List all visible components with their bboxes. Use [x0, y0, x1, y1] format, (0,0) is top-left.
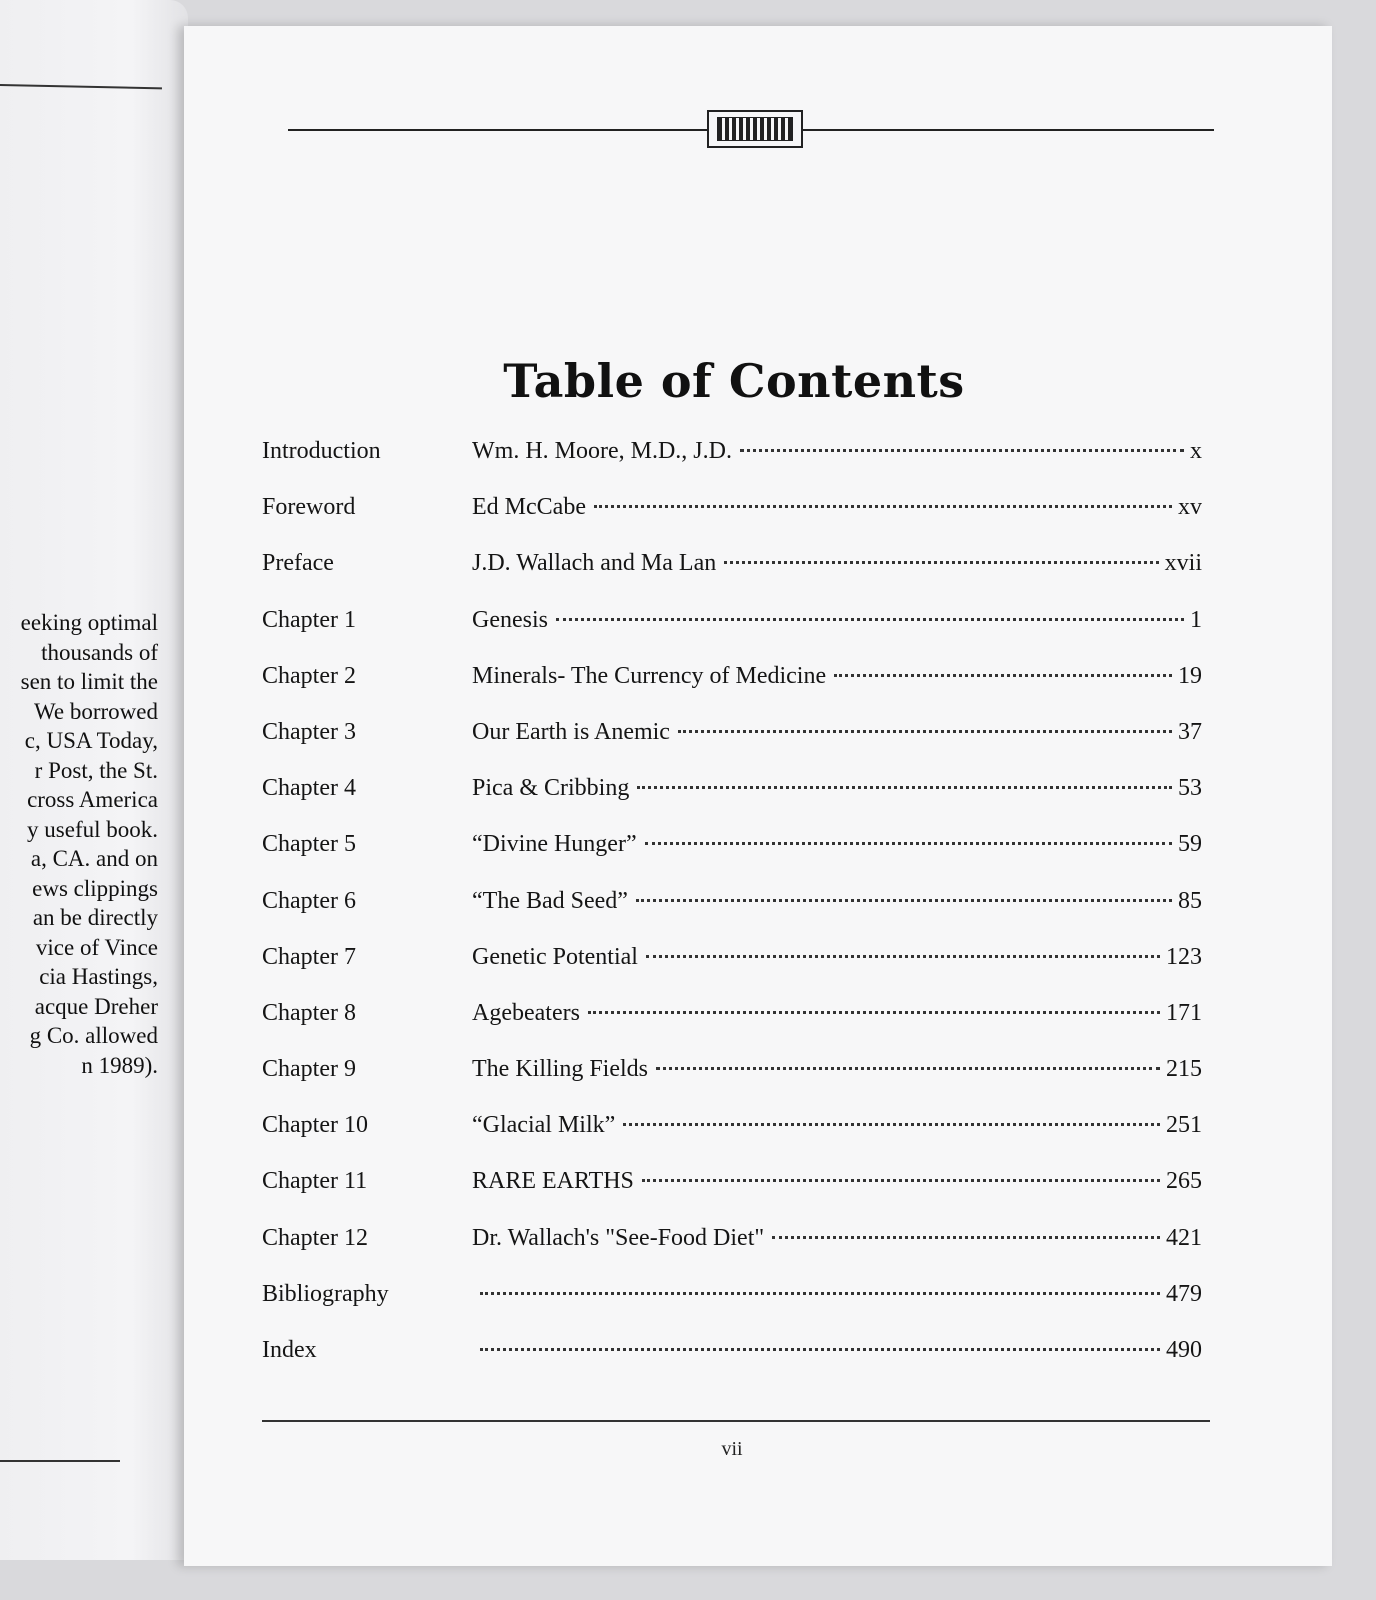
- toc-entry: [262, 1168, 1202, 1224]
- toc-dot-leader: [556, 618, 1184, 621]
- left-page-line: We borrowed: [34, 698, 158, 724]
- toc-entry-title: Minerals- The Currency of Medicine: [472, 662, 827, 689]
- toc-entry-title: Genetic Potential: [472, 943, 638, 970]
- toc-entry-page: 421: [1166, 1224, 1202, 1251]
- toc-entry-title: Our Earth is Anemic: [472, 718, 670, 745]
- toc-entry-label: Preface: [262, 550, 334, 577]
- left-page-line: acque Dreher: [34, 993, 158, 1019]
- toc-dot-leader: [637, 786, 1172, 789]
- toc-entry-label: Chapter 10: [262, 1112, 368, 1139]
- header-ornament-icon: [707, 110, 803, 148]
- toc-dot-leader: [724, 561, 1158, 564]
- toc-entry-page: 19: [1178, 662, 1202, 689]
- toc-entry: [262, 550, 1202, 606]
- toc-entry-title: “Divine Hunger”: [472, 831, 637, 858]
- left-page-line: y useful book.: [27, 816, 158, 842]
- toc-dot-leader: [678, 730, 1172, 733]
- left-facing-page: [0, 0, 188, 1560]
- toc-entry-label: Chapter 11: [262, 1168, 368, 1195]
- toc-entry-page: 37: [1178, 718, 1202, 745]
- toc-entry-page: x: [1190, 438, 1202, 464]
- toc-entry-label: Chapter 5: [262, 831, 356, 858]
- toc-entry-title: “Glacial Milk”: [472, 1112, 616, 1139]
- toc-entry-page: 85: [1178, 887, 1202, 914]
- toc-entry-label: Chapter 8: [262, 999, 356, 1026]
- toc-entry-label: Introduction: [262, 438, 381, 464]
- toc-entry-title: RARE EARTHS: [472, 1168, 634, 1195]
- toc-entry-label: Chapter 2: [262, 662, 356, 689]
- toc-dot-leader: [623, 1123, 1160, 1126]
- toc-dot-leader: [772, 1236, 1160, 1239]
- toc-entry: [262, 494, 1202, 550]
- toc-dot-leader: [645, 842, 1172, 845]
- toc-entry-page: 490: [1166, 1337, 1202, 1363]
- left-page-line: an be directly: [32, 905, 158, 930]
- toc-entry: [262, 1056, 1202, 1112]
- toc-entry-label: Chapter 7: [262, 943, 356, 970]
- toc-entry: [262, 607, 1202, 663]
- toc-entry: [262, 1000, 1202, 1056]
- toc-dot-leader: [480, 1348, 1160, 1351]
- toc-entry: [262, 1112, 1202, 1168]
- toc-entry-title: “The Bad Seed”: [472, 887, 628, 914]
- toc-entry-title: J.D. Wallach and Ma Lan: [472, 550, 717, 577]
- toc-entry-page: 479: [1166, 1280, 1202, 1307]
- left-page-line: g Co. allowed: [29, 1023, 158, 1048]
- toc-entry-page: 59: [1178, 831, 1202, 858]
- toc-entry-label: Bibliography: [262, 1280, 389, 1307]
- left-page-line: thousands of: [41, 639, 158, 665]
- toc-entry-page: 53: [1178, 775, 1202, 802]
- toc-entry: [262, 831, 1202, 887]
- toc-entry-label: Foreword: [262, 494, 356, 521]
- toc-entry-page: 215: [1166, 1056, 1202, 1083]
- toc-dot-leader: [594, 505, 1172, 508]
- toc-entry-title: Genesis: [472, 606, 548, 633]
- toc-dot-leader: [642, 1179, 1160, 1182]
- toc-entry: [262, 1225, 1202, 1281]
- toc-entry: [262, 888, 1202, 944]
- page-number: vii: [721, 1438, 743, 1460]
- toc-entry: [262, 944, 1202, 1000]
- left-page-top-rule: [0, 84, 162, 89]
- left-page-line: cross America: [27, 787, 158, 812]
- toc-entry-label: Chapter 6: [262, 887, 356, 914]
- toc-entry-page: 265: [1166, 1168, 1202, 1195]
- left-page-text: [0, 608, 158, 1080]
- toc-entry: [262, 1337, 1202, 1393]
- left-page-line: cia Hastings,: [39, 964, 158, 989]
- toc-entry-title: Dr. Wallach's "See-Food Diet": [472, 1224, 765, 1251]
- left-page-line: c, USA Today,: [24, 728, 158, 753]
- toc-entry-label: Chapter 12: [262, 1224, 368, 1251]
- toc-entry: [262, 775, 1202, 831]
- toc-entry-title: Ed McCabe: [472, 494, 586, 521]
- toc-entry-title: The Killing Fields: [472, 1056, 648, 1083]
- toc-entry-title: Pica & Cribbing: [472, 775, 630, 802]
- toc-dot-leader: [646, 955, 1160, 958]
- left-page-line: r Post, the St.: [34, 757, 158, 783]
- toc-entry: [262, 1281, 1202, 1337]
- left-page-line: sen to limit the: [20, 669, 158, 694]
- toc-entry-page: xv: [1178, 494, 1202, 521]
- footer-rule: [262, 1420, 1210, 1422]
- toc-entry-page: 171: [1166, 999, 1202, 1026]
- left-page-line: n 1989).: [81, 1052, 158, 1078]
- toc-entry-label: Chapter 1: [262, 606, 356, 633]
- left-page-line: a, CA. and on: [30, 846, 158, 871]
- toc-entry: [262, 719, 1202, 775]
- toc-entry: [262, 438, 1202, 494]
- toc-dot-leader: [656, 1067, 1160, 1070]
- toc-dot-leader: [834, 674, 1172, 677]
- toc-dot-leader: [588, 1011, 1160, 1014]
- toc-entry-page: 123: [1166, 943, 1202, 970]
- left-page-bottom-rule: [0, 1460, 120, 1462]
- toc-entry-page: 251: [1166, 1112, 1202, 1139]
- toc-entry: [262, 663, 1202, 719]
- contents-page: [184, 26, 1332, 1566]
- page-title: Table of Contents: [503, 354, 965, 408]
- toc-dot-leader: [740, 449, 1184, 452]
- toc-dot-leader: [480, 1292, 1160, 1295]
- toc-entry-title: Wm. H. Moore, M.D., J.D.: [472, 438, 732, 464]
- toc-entry-page: 1: [1190, 606, 1202, 633]
- toc-entry-label: Chapter 3: [262, 718, 356, 745]
- toc-dot-leader: [636, 899, 1172, 902]
- left-page-line: vice of Vince: [35, 934, 158, 960]
- left-page-line: eeking optimal: [20, 610, 158, 635]
- left-page-line: ews clippings: [32, 875, 158, 901]
- toc-entry-page: xvii: [1164, 550, 1202, 577]
- toc-entry-label: Chapter 4: [262, 775, 356, 802]
- toc-list: [262, 438, 1202, 1393]
- toc-entry-label: Chapter 9: [262, 1056, 356, 1083]
- toc-entry-title: Agebeaters: [472, 999, 580, 1026]
- toc-entry-label: Index: [262, 1337, 317, 1363]
